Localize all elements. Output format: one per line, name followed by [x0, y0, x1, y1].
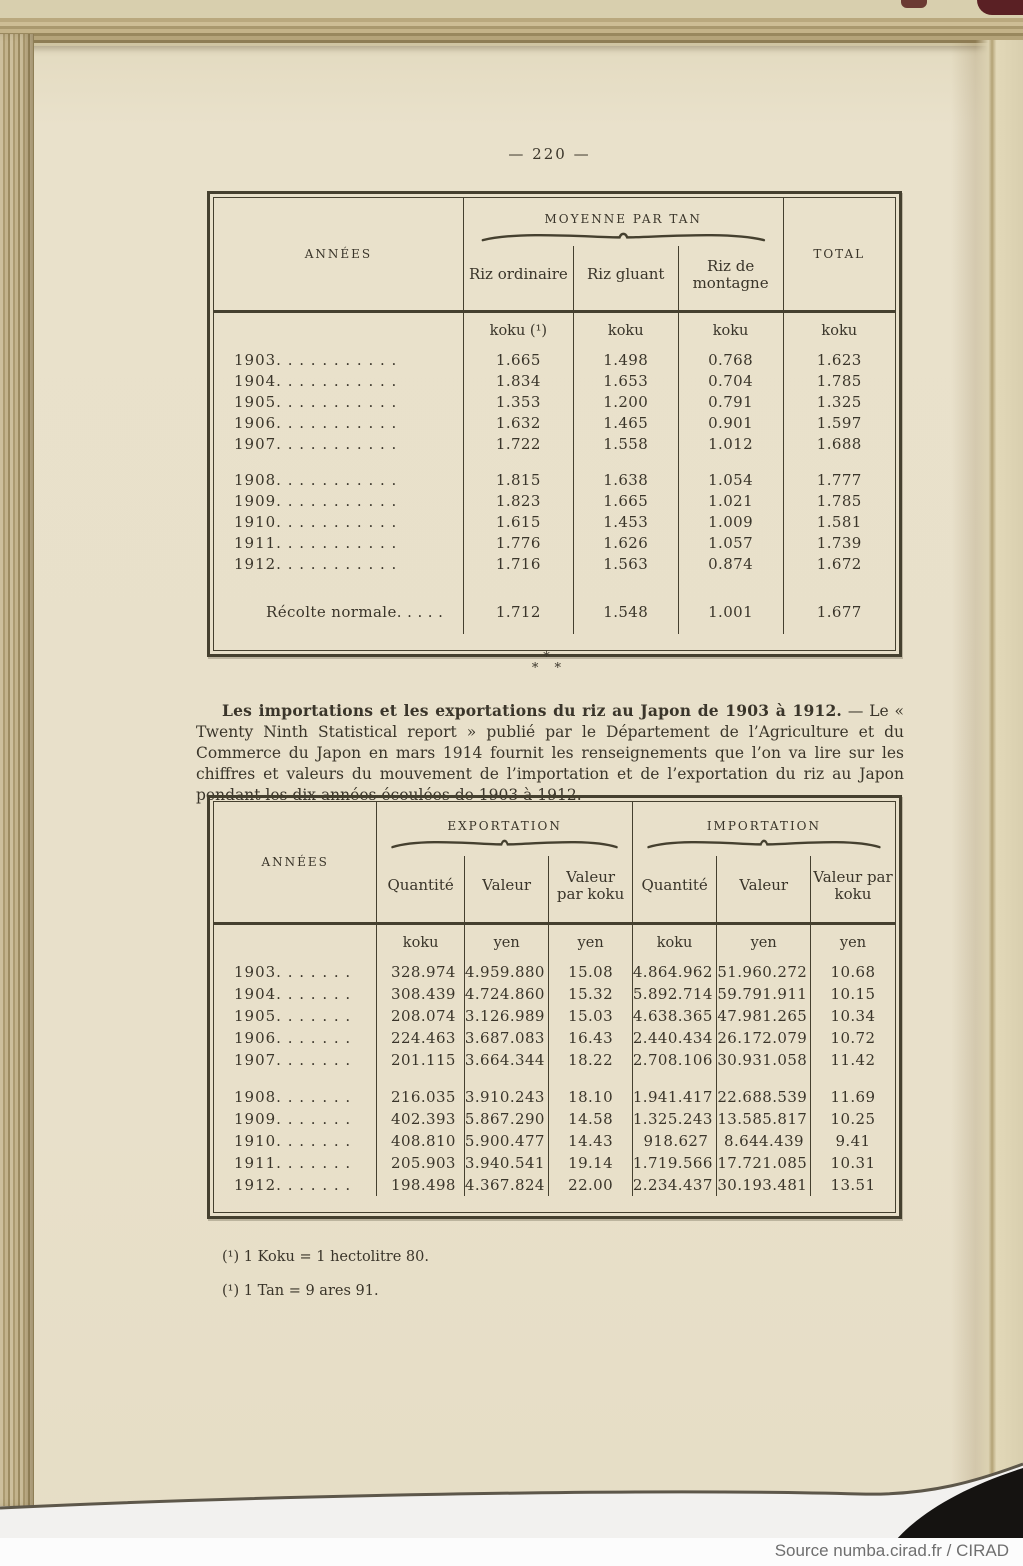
table-inner-border [213, 197, 896, 651]
table-row [214, 961, 895, 983]
cell-empty [214, 1071, 377, 1086]
book-cover-sliver [901, 0, 927, 8]
row-label: 1912. . . . . . . . . . . [234, 554, 398, 573]
cell-value: 47.981.265 [717, 1005, 811, 1027]
table-row [214, 553, 895, 574]
cell-value: 1.626 [573, 532, 678, 553]
cell-value: 10.31 [810, 1152, 895, 1174]
cell-empty [549, 1071, 632, 1086]
column-group-moyenne-par-tan [463, 198, 783, 246]
cell-value: 22.00 [549, 1174, 632, 1196]
table-row [214, 1005, 895, 1027]
row-label: 1908. . . . . . . . . . . [234, 470, 398, 489]
cell-value: 1.739 [783, 532, 895, 553]
cell-empty [810, 1071, 895, 1086]
cell-value: 1.012 [678, 433, 783, 454]
cell-value: 1.001 [678, 589, 783, 634]
group-header-label: EXPORTATION [447, 819, 562, 833]
cell-empty [214, 454, 463, 469]
intro-lead-bold: Les importations et les exportations du riz au Japon de 1903 à 1912. [222, 700, 843, 720]
cell-value: 19.14 [549, 1152, 632, 1174]
cell-value: 1.325 [783, 391, 895, 412]
cell-value: 1.785 [783, 490, 895, 511]
cell-value: 1.054 [678, 469, 783, 490]
row-label: 1908. . . . . . . [234, 1088, 352, 1106]
cell-empty [377, 1071, 465, 1086]
cell-value: 1.563 [573, 553, 678, 574]
intro-body-text: — Le « Twenty Ninth Statistical report » publié par le Département de l’Agriculture et du Commerce du Japon en mars 1914 fournit les renseignements que l’on va lire sur les chiffres et valeurs du mouvement de l’importation et de l’exportation du riz au Japon pendant les dix années écoulées de 1903 à 1912. [196, 701, 904, 804]
row-label: 1911. . . . . . . . . . . [234, 533, 398, 552]
row-label: 1911. . . . . . . [234, 1154, 352, 1172]
cell-value: 408.810 [377, 1130, 465, 1152]
cell-value: 30.193.481 [717, 1174, 811, 1196]
row-label: Récolte normale. . . . . [266, 602, 444, 621]
cell-value: 3.126.989 [464, 1005, 548, 1027]
table-row [214, 511, 895, 532]
book-left-page-edges [0, 34, 34, 1506]
cell-value: 1.615 [463, 511, 573, 532]
cell-value: 1.581 [783, 511, 895, 532]
column-header-valeur-par-koku-export: Valeur par koku [549, 856, 632, 924]
row-label: 1910. . . . . . . . . . . [234, 512, 398, 531]
row-label: 1909. . . . . . . . . . . [234, 491, 398, 510]
unit-label: koku [632, 924, 716, 962]
row-label: 1906. . . . . . . [234, 1029, 352, 1047]
cell-empty [632, 1071, 716, 1086]
table-row [214, 1086, 895, 1108]
cell-value: 4.638.365 [632, 1005, 716, 1027]
cell-value: 1.815 [463, 469, 573, 490]
cell-value: 15.03 [549, 1005, 632, 1027]
cell-empty [464, 1071, 548, 1086]
cell-value: 1.498 [573, 349, 678, 370]
cell-value: 0.704 [678, 370, 783, 391]
cell-value: 1.009 [678, 511, 783, 532]
cell-value: 3.687.083 [464, 1027, 548, 1049]
unit-label: koku [678, 312, 783, 350]
row-label: 1905. . . . . . . [234, 1007, 352, 1025]
book-cover-corner [977, 0, 1023, 15]
cell-empty [463, 454, 573, 469]
cell-empty [678, 574, 783, 589]
cell-value: 1.558 [573, 433, 678, 454]
asterism-bottom: * * [531, 661, 568, 676]
cell-value: 15.08 [549, 961, 632, 983]
brace-icon [480, 229, 767, 242]
column-header-quantite-export: Quantité [377, 856, 465, 924]
footnote-tan: (¹) 1 Tan = 9 ares 91. [222, 1283, 379, 1299]
cell-value: 1.632 [463, 412, 573, 433]
row-label: 1903. . . . . . . [234, 963, 352, 981]
column-header-annees: ANNÉES [214, 198, 463, 312]
column-header-valeur-export: Valeur [464, 856, 548, 924]
cell-value: 1.325.243 [632, 1108, 716, 1130]
cell-value: 224.463 [377, 1027, 465, 1049]
cell-empty [783, 574, 895, 589]
cell-value: 10.34 [810, 1005, 895, 1027]
table-row [214, 1130, 895, 1152]
table-row [214, 349, 895, 370]
footnote-koku: (¹) 1 Koku = 1 hectolitre 80. [222, 1249, 429, 1265]
cell-value: 11.69 [810, 1086, 895, 1108]
cell-value: 1.672 [783, 553, 895, 574]
intro-paragraph [196, 700, 904, 806]
row-label: 1903. . . . . . . . . . . [234, 350, 398, 369]
table-row [214, 532, 895, 553]
cell-empty [573, 574, 678, 589]
cell-value: 1.548 [573, 589, 678, 634]
cell-value: 1.834 [463, 370, 573, 391]
column-header-riz-de-montagne: Riz de montagne [678, 246, 783, 312]
cell-value: 201.115 [377, 1049, 465, 1071]
table-row [214, 370, 895, 391]
cell-value: 1.653 [573, 370, 678, 391]
cell-value: 1.719.566 [632, 1152, 716, 1174]
row-label: 1912. . . . . . . [234, 1176, 352, 1194]
row-label: 1910. . . . . . . [234, 1132, 352, 1150]
cell-value: 14.58 [549, 1108, 632, 1130]
cell-value: 30.931.058 [717, 1049, 811, 1071]
cell-empty [717, 1071, 811, 1086]
page-number: — 220 — [508, 145, 591, 163]
cell-value: 1.823 [463, 490, 573, 511]
cell-value: 4.367.824 [464, 1174, 548, 1196]
column-header-valeur-import: Valeur [717, 856, 811, 924]
cell-value: 3.940.541 [464, 1152, 548, 1174]
table-average-per-tan [207, 191, 902, 657]
cell-value: 0.791 [678, 391, 783, 412]
unit-label: yen [717, 924, 811, 962]
cell-value: 4.959.880 [464, 961, 548, 983]
table-row [214, 412, 895, 433]
row-label: 1907. . . . . . . . . . . [234, 434, 398, 453]
cell-value: 15.32 [549, 983, 632, 1005]
cell-value: 10.72 [810, 1027, 895, 1049]
column-header-riz-ordinaire: Riz ordinaire [463, 246, 573, 312]
book-top-page-edges [0, 0, 1023, 46]
table-row [214, 589, 895, 634]
table-row [214, 490, 895, 511]
cell-value: 5.892.714 [632, 983, 716, 1005]
cell-value: 1.677 [783, 589, 895, 634]
cell-value: 14.43 [549, 1130, 632, 1152]
cell-value: 13.585.817 [717, 1108, 811, 1130]
table-inner-border [213, 801, 896, 1213]
cell-value: 8.644.439 [717, 1130, 811, 1152]
group-header-label: MOYENNE PAR TAN [544, 212, 702, 226]
cell-value: 1.353 [463, 391, 573, 412]
unit-label: yen [810, 924, 895, 962]
cell-value: 1.785 [783, 370, 895, 391]
cell-value: 1.665 [573, 490, 678, 511]
table-row [214, 983, 895, 1005]
unit-label: koku [377, 924, 465, 962]
cell-empty [573, 454, 678, 469]
cell-value: 2.440.434 [632, 1027, 716, 1049]
footnotes [222, 1240, 429, 1308]
row-label: 1904. . . . . . . [234, 985, 352, 1003]
cell-empty [214, 924, 377, 962]
cell-value: 1.941.417 [632, 1086, 716, 1108]
column-header-valeur-par-koku-import: Valeur par koku [810, 856, 895, 924]
cell-value: 328.974 [377, 961, 465, 983]
cell-value: 0.874 [678, 553, 783, 574]
cell-value: 0.901 [678, 412, 783, 433]
row-label: 1907. . . . . . . [234, 1051, 352, 1069]
cell-value: 1.716 [463, 553, 573, 574]
unit-label: koku [783, 312, 895, 350]
cell-value: 1.021 [678, 490, 783, 511]
cell-value: 1.465 [573, 412, 678, 433]
units-row [214, 924, 895, 962]
cell-value: 4.724.860 [464, 983, 548, 1005]
row-label: 1906. . . . . . . . . . . [234, 413, 398, 432]
cell-value: 5.867.290 [464, 1108, 548, 1130]
column-header-riz-gluant: Riz gluant [573, 246, 678, 312]
cell-value: 1.453 [573, 511, 678, 532]
row-spacer [214, 574, 895, 589]
brace-icon [390, 836, 619, 849]
cell-value: 10.68 [810, 961, 895, 983]
cell-value: 26.172.079 [717, 1027, 811, 1049]
cell-empty [463, 574, 573, 589]
cell-value: 216.035 [377, 1086, 465, 1108]
brace-icon [646, 836, 882, 849]
cell-value: 1.688 [783, 433, 895, 454]
row-spacer [214, 1071, 895, 1086]
unit-label: yen [549, 924, 632, 962]
cell-empty [678, 454, 783, 469]
cell-value: 1.776 [463, 532, 573, 553]
cell-value: 1.057 [678, 532, 783, 553]
cell-value: 3.664.344 [464, 1049, 548, 1071]
row-label: 1904. . . . . . . . . . . [234, 371, 398, 390]
unit-label: yen [464, 924, 548, 962]
cell-value: 918.627 [632, 1130, 716, 1152]
cell-value: 1.722 [463, 433, 573, 454]
cell-value: 10.25 [810, 1108, 895, 1130]
cell-value: 208.074 [377, 1005, 465, 1027]
cell-value: 16.43 [549, 1027, 632, 1049]
unit-label: koku [573, 312, 678, 350]
column-group-importation [632, 802, 895, 856]
table-row [214, 1152, 895, 1174]
cell-value: 13.51 [810, 1174, 895, 1196]
cell-value: 59.791.911 [717, 983, 811, 1005]
cell-value: 10.15 [810, 983, 895, 1005]
row-label: 1909. . . . . . . [234, 1110, 352, 1128]
cell-value: 1.623 [783, 349, 895, 370]
cell-value: 9.41 [810, 1130, 895, 1152]
table-row [214, 1174, 895, 1196]
units-row [214, 312, 895, 350]
cell-value: 22.688.539 [717, 1086, 811, 1108]
column-header-annees: ANNÉES [214, 802, 377, 924]
table-row [214, 391, 895, 412]
source-attribution: Source numba.cirad.fr / CIRAD [774, 1541, 1009, 1560]
cell-value: 1.665 [463, 349, 573, 370]
group-header-label: IMPORTATION [706, 819, 822, 833]
table-row [214, 1108, 895, 1130]
cell-value: 4.864.962 [632, 961, 716, 983]
cell-value: 51.960.272 [717, 961, 811, 983]
unit-label: koku (¹) [463, 312, 573, 350]
cell-value: 5.900.477 [464, 1130, 548, 1152]
cell-value: 1.597 [783, 412, 895, 433]
cell-empty [214, 312, 463, 350]
asterism-top: * [543, 650, 556, 665]
table-import-export [207, 795, 902, 1219]
cell-value: 18.22 [549, 1049, 632, 1071]
table-row [214, 469, 895, 490]
column-header-quantite-import: Quantité [632, 856, 716, 924]
page-fold-right [951, 40, 1023, 1510]
cell-value: 1.777 [783, 469, 895, 490]
table-row [214, 433, 895, 454]
cell-value: 1.200 [573, 391, 678, 412]
cell-value: 11.42 [810, 1049, 895, 1071]
cell-value: 1.638 [573, 469, 678, 490]
cell-value: 402.393 [377, 1108, 465, 1130]
cell-empty [214, 574, 463, 589]
cell-value: 205.903 [377, 1152, 465, 1174]
cell-value: 18.10 [549, 1086, 632, 1108]
cell-value: 2.234.437 [632, 1174, 716, 1196]
table-row [214, 1027, 895, 1049]
cell-value: 308.439 [377, 983, 465, 1005]
table-row [214, 1049, 895, 1071]
cell-value: 1.712 [463, 589, 573, 634]
asterism-separator [208, 652, 891, 674]
column-group-exportation [377, 802, 632, 856]
row-spacer [214, 454, 895, 469]
row-label: 1905. . . . . . . . . . . [234, 392, 398, 411]
cell-value: 0.768 [678, 349, 783, 370]
cell-value: 198.498 [377, 1174, 465, 1196]
cell-value: 2.708.106 [632, 1049, 716, 1071]
cell-value: 3.910.243 [464, 1086, 548, 1108]
column-header-total: TOTAL [783, 198, 895, 312]
cell-value: 17.721.085 [717, 1152, 811, 1174]
cell-empty [783, 454, 895, 469]
